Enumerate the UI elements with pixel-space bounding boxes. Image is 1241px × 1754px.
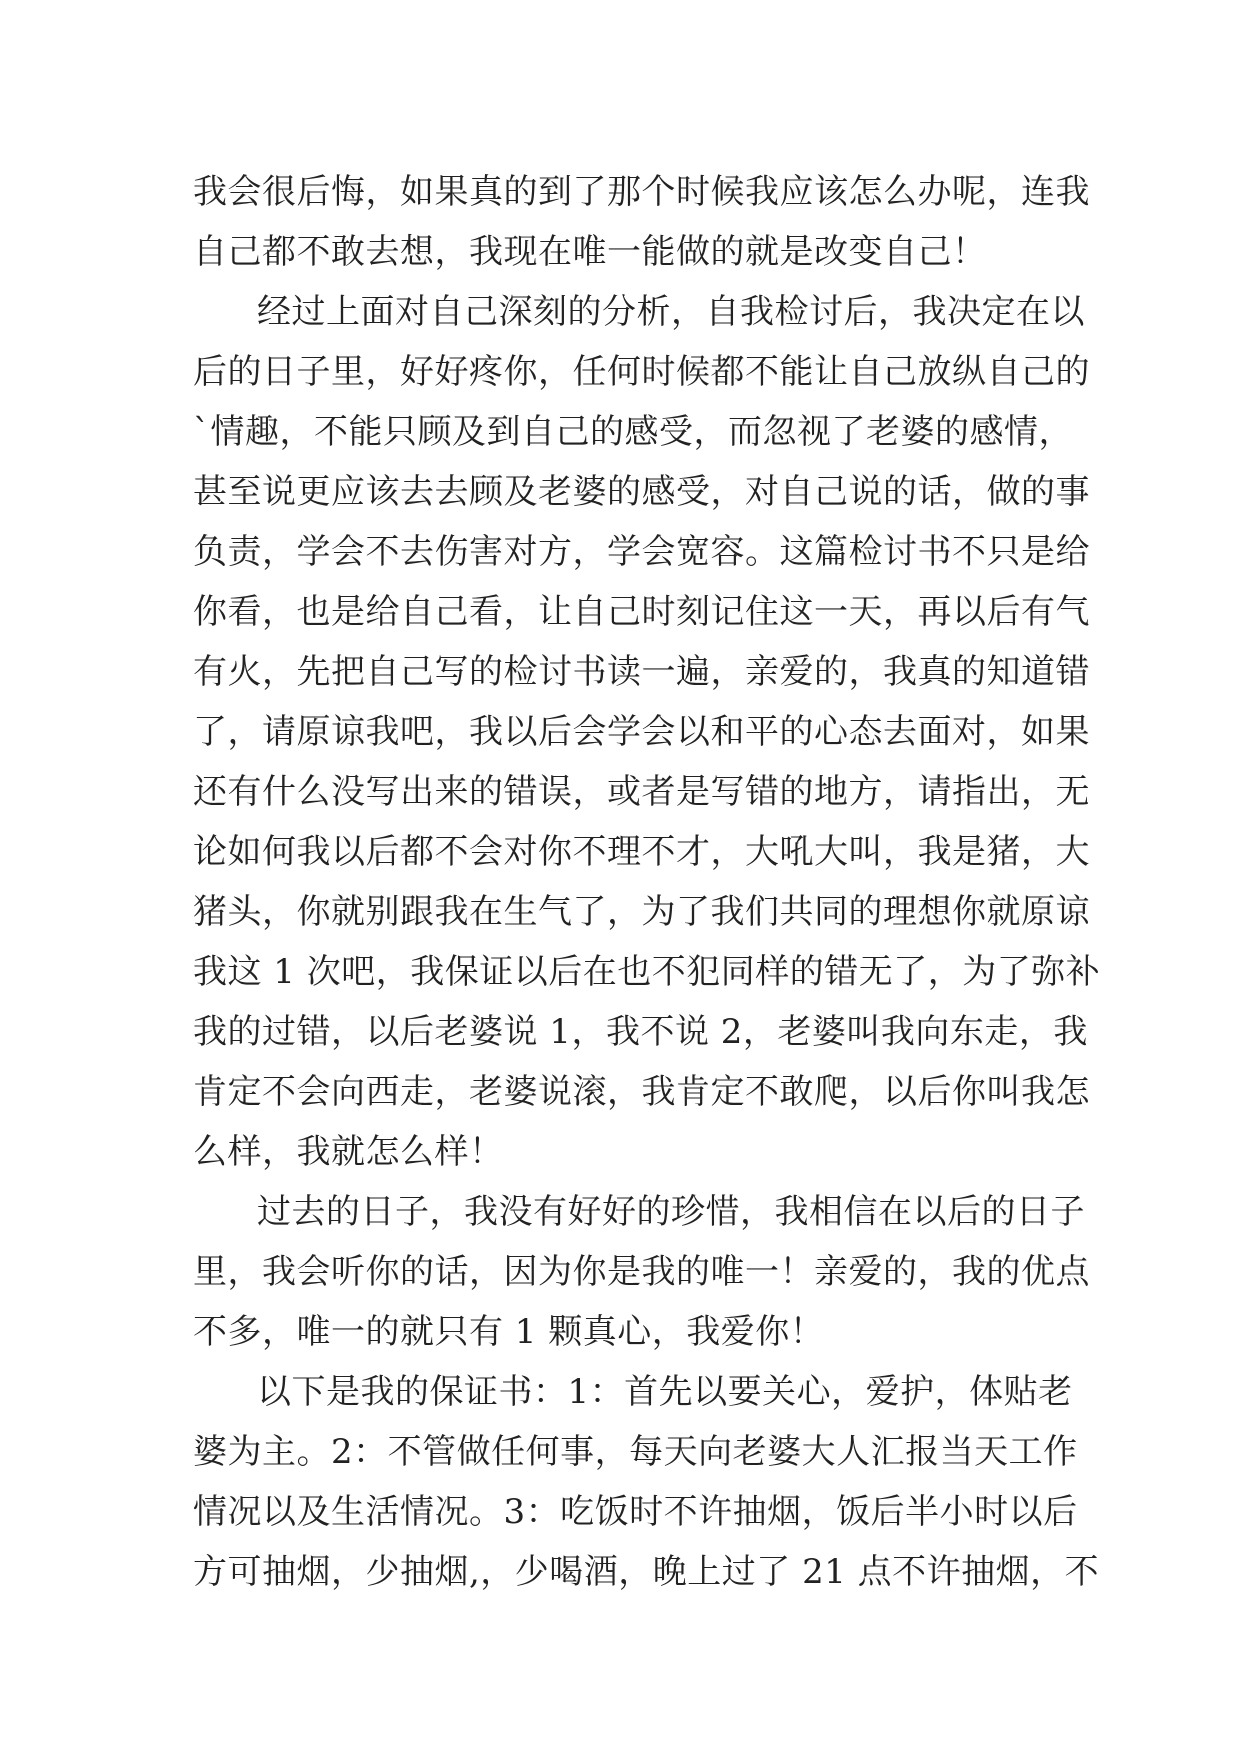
text-line: 自己都不敢去想，我现在唯一能做的就是改变自己！ bbox=[193, 232, 987, 272]
text-line: 经过上面对自己深刻的分析，自我检讨后，我决定在以 bbox=[257, 292, 1085, 332]
text-line: 你看，也是给自己看，让自己时刻记住这一天，再以后有气 bbox=[193, 592, 1090, 632]
text-line: 猪头，你就别跟我在生气了，为了我们共同的理想你就原谅 bbox=[193, 892, 1090, 932]
text-line: 负责，学会不去伤害对方，学会宽容。这篇检讨书不只是给 bbox=[193, 532, 1090, 572]
text-line: 了，请原谅我吧，我以后会学会以和平的心态去面对，如果 bbox=[193, 712, 1090, 752]
text-line: `情趣，不能只顾及到自己的感受，而忽视了老婆的感情， bbox=[193, 412, 1073, 452]
text-line: 我会很后悔，如果真的到了那个时候我应该怎么办呢，连我 bbox=[193, 172, 1090, 212]
text-line: 甚至说更应该去去顾及老婆的感受，对自己说的话，做的事 bbox=[193, 472, 1090, 512]
text-line: 婆为主。2：不管做任何事，每天向老婆大人汇报当天工作 bbox=[193, 1432, 1078, 1472]
text-line: 我这 1 次吧，我保证以后在也不犯同样的错无了，为了弥补 bbox=[193, 952, 1101, 992]
text-line: 么样，我就怎么样！ bbox=[193, 1132, 504, 1172]
text-line: 方可抽烟，少抽烟,，少喝酒，晚上过了 21 点不许抽烟，不 bbox=[193, 1552, 1100, 1592]
text-line: 过去的日子，我没有好好的珍惜，我相信在以后的日子 bbox=[257, 1192, 1085, 1232]
text-line: 不多，唯一的就只有 1 颗真心，我爱你！ bbox=[193, 1312, 825, 1352]
text-line: 有火，先把自己写的检讨书读一遍，亲爱的，我真的知道错 bbox=[193, 652, 1090, 692]
text-line: 情况以及生活情况。3：吃饭时不许抽烟，饭后半小时以后 bbox=[193, 1492, 1078, 1532]
document-body bbox=[193, 162, 1101, 1602]
text-line: 还有什么没写出来的错误，或者是写错的地方，请指出，无 bbox=[193, 772, 1090, 812]
text-line: 论如何我以后都不会对你不理不才，大吼大叫，我是猪，大 bbox=[193, 832, 1090, 872]
text-line: 以下是我的保证书：1：首先以要关心，爱护，体贴老 bbox=[257, 1372, 1073, 1412]
text-line: 里，我会听你的话，因为你是我的唯一！亲爱的，我的优点 bbox=[193, 1252, 1090, 1292]
text-line: 后的日子里，好好疼你，任何时候都不能让自己放纵自己的 bbox=[193, 352, 1090, 392]
text-line: 肯定不会向西走，老婆说滚，我肯定不敢爬，以后你叫我怎 bbox=[193, 1072, 1090, 1112]
text-line: 我的过错，以后老婆说 1，我不说 2，老婆叫我向东走，我 bbox=[193, 1012, 1088, 1052]
